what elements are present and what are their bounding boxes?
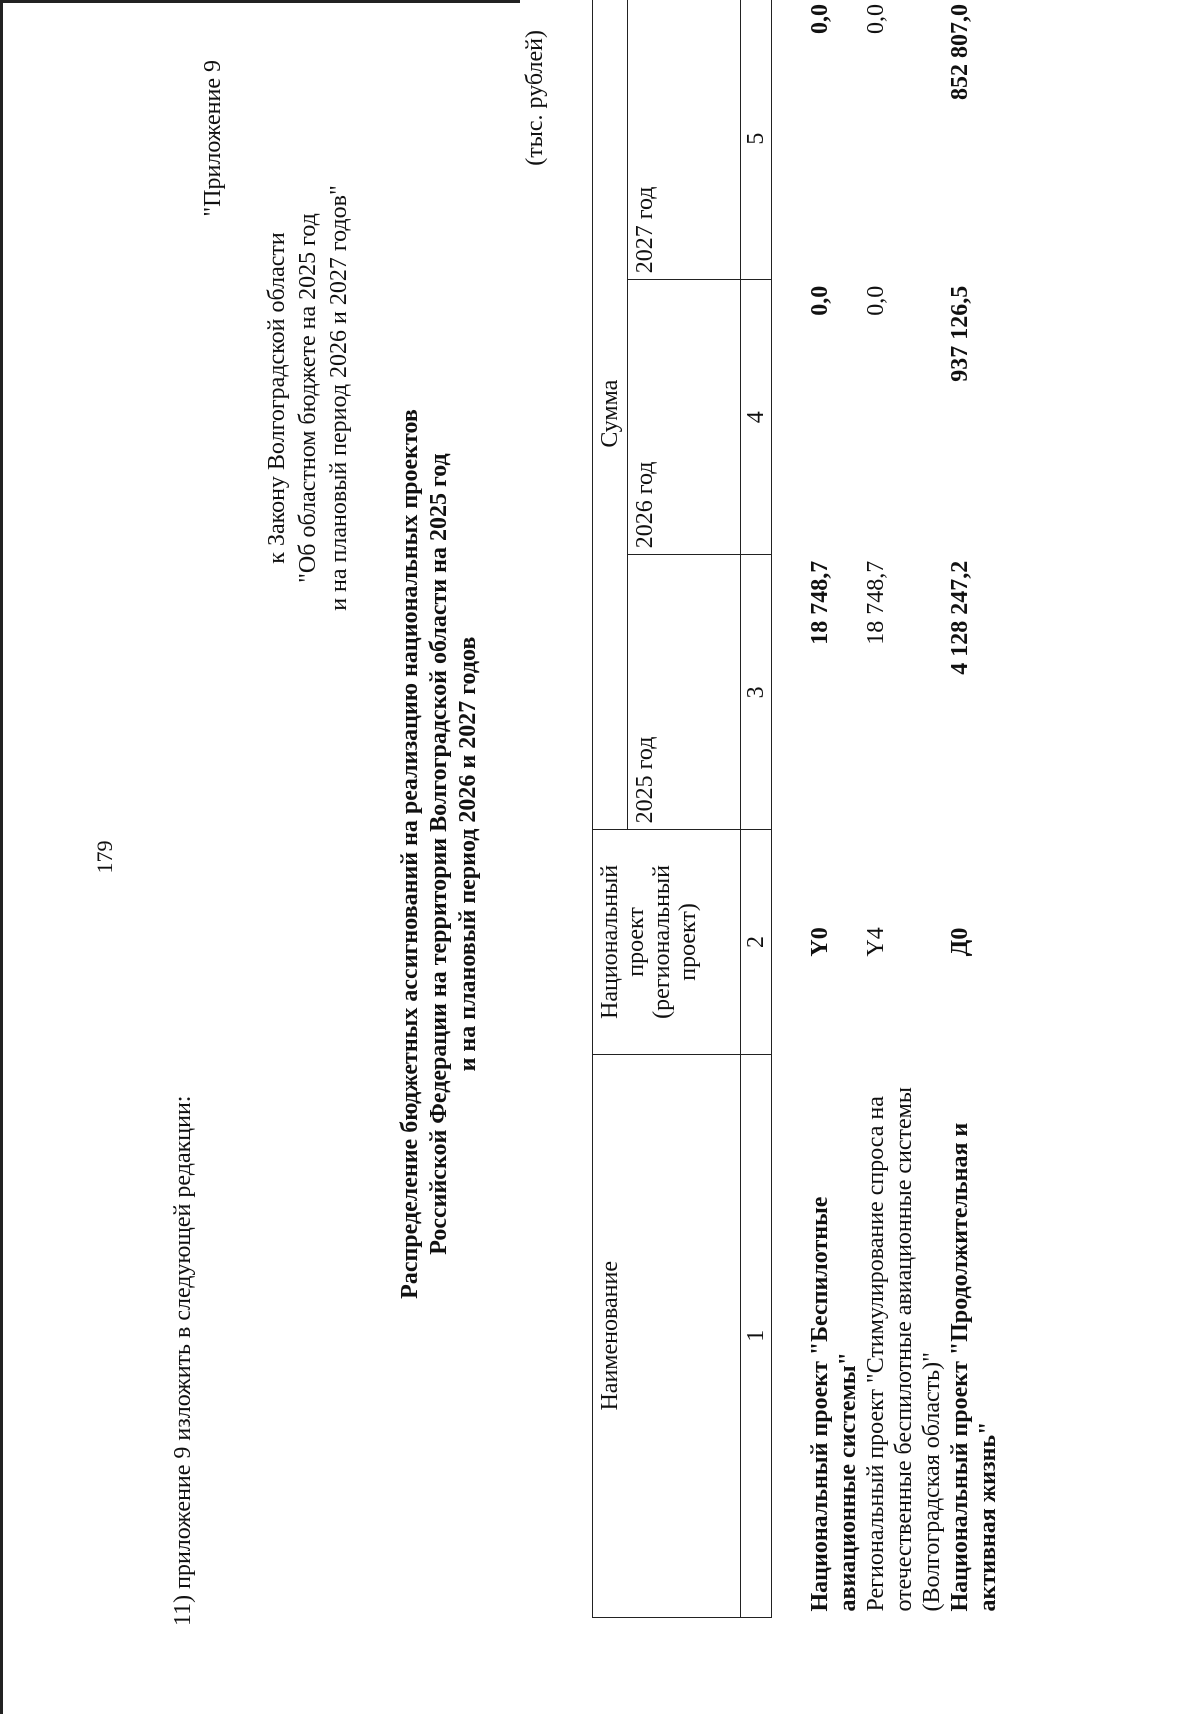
row-name: Национальный проект "Продолжительная и активная жизнь" xyxy=(947,1122,1001,1612)
row-2027: 0,0 xyxy=(807,4,833,34)
row-2025: 4 128 247,2 xyxy=(947,560,973,675)
row-code: Y4 xyxy=(863,927,889,957)
table-row xyxy=(946,0,1002,1618)
header-row xyxy=(593,0,628,1618)
row-2026: 0,0 xyxy=(863,285,889,316)
column-number: 3 xyxy=(741,555,772,830)
row-code: Y0 xyxy=(807,927,833,957)
header-year-2025: 2025 год xyxy=(628,555,741,830)
row-2025: 18 748,7 xyxy=(807,560,833,645)
row-2027: 852 807,0 xyxy=(947,4,973,100)
units-label: (тыс. рублей) xyxy=(522,30,548,166)
header-sum: Сумма xyxy=(593,0,628,830)
law-reference-line: "Об областном бюджете на 2025 год xyxy=(295,213,321,583)
document-title-line: и на плановый период 2026 и 2027 годов xyxy=(455,636,481,1072)
law-reference-line: к Закону Волгоградской области xyxy=(264,232,290,564)
law-reference-line: и на плановый период 2026 и 2027 годов" xyxy=(326,185,352,611)
header-name: Наименование xyxy=(593,1054,741,1617)
column-number: 4 xyxy=(741,280,772,555)
row-2026: 937 126,5 xyxy=(947,285,973,382)
header-year-2026: 2026 год xyxy=(628,280,741,555)
appendix-label: "Приложение 9 xyxy=(200,60,226,217)
header-year-2027: 2027 год xyxy=(628,0,741,280)
row-2025: 18 748,7 xyxy=(863,560,889,645)
row-code: Д0 xyxy=(947,927,973,957)
law-reference xyxy=(262,48,355,748)
row-2026: 0,0 xyxy=(807,285,833,316)
table-spacer xyxy=(772,0,807,1618)
column-number: 5 xyxy=(741,0,772,280)
column-number-row xyxy=(741,0,772,1618)
table-row xyxy=(806,0,862,1618)
row-name: Национальный проект "Беспилотные авиационные системы" xyxy=(807,1196,861,1612)
header-project: Национальный проект (региональный проект) xyxy=(593,830,741,1054)
table-row xyxy=(862,0,946,1618)
page-number: 179 xyxy=(92,840,117,874)
budget-table xyxy=(592,0,1002,1618)
row-name: Региональный проект "Стимулирование спроса на отечественные беспилотные авиационные системы (Волгоградская область)" xyxy=(863,1087,945,1612)
column-number: 1 xyxy=(741,1054,772,1617)
document-title xyxy=(396,354,483,1354)
row-2027: 0,0 xyxy=(863,4,889,34)
document-title-line: Российской Федерации на территории Волгоградской области на 2025 год xyxy=(426,453,452,1255)
intro-text: 11) приложение 9 изложить в следующей редакции: xyxy=(170,1095,196,1626)
column-number: 2 xyxy=(741,830,772,1054)
document-title-line: Распределение бюджетных ассигнований на реализацию национальных проектов xyxy=(397,409,423,1299)
